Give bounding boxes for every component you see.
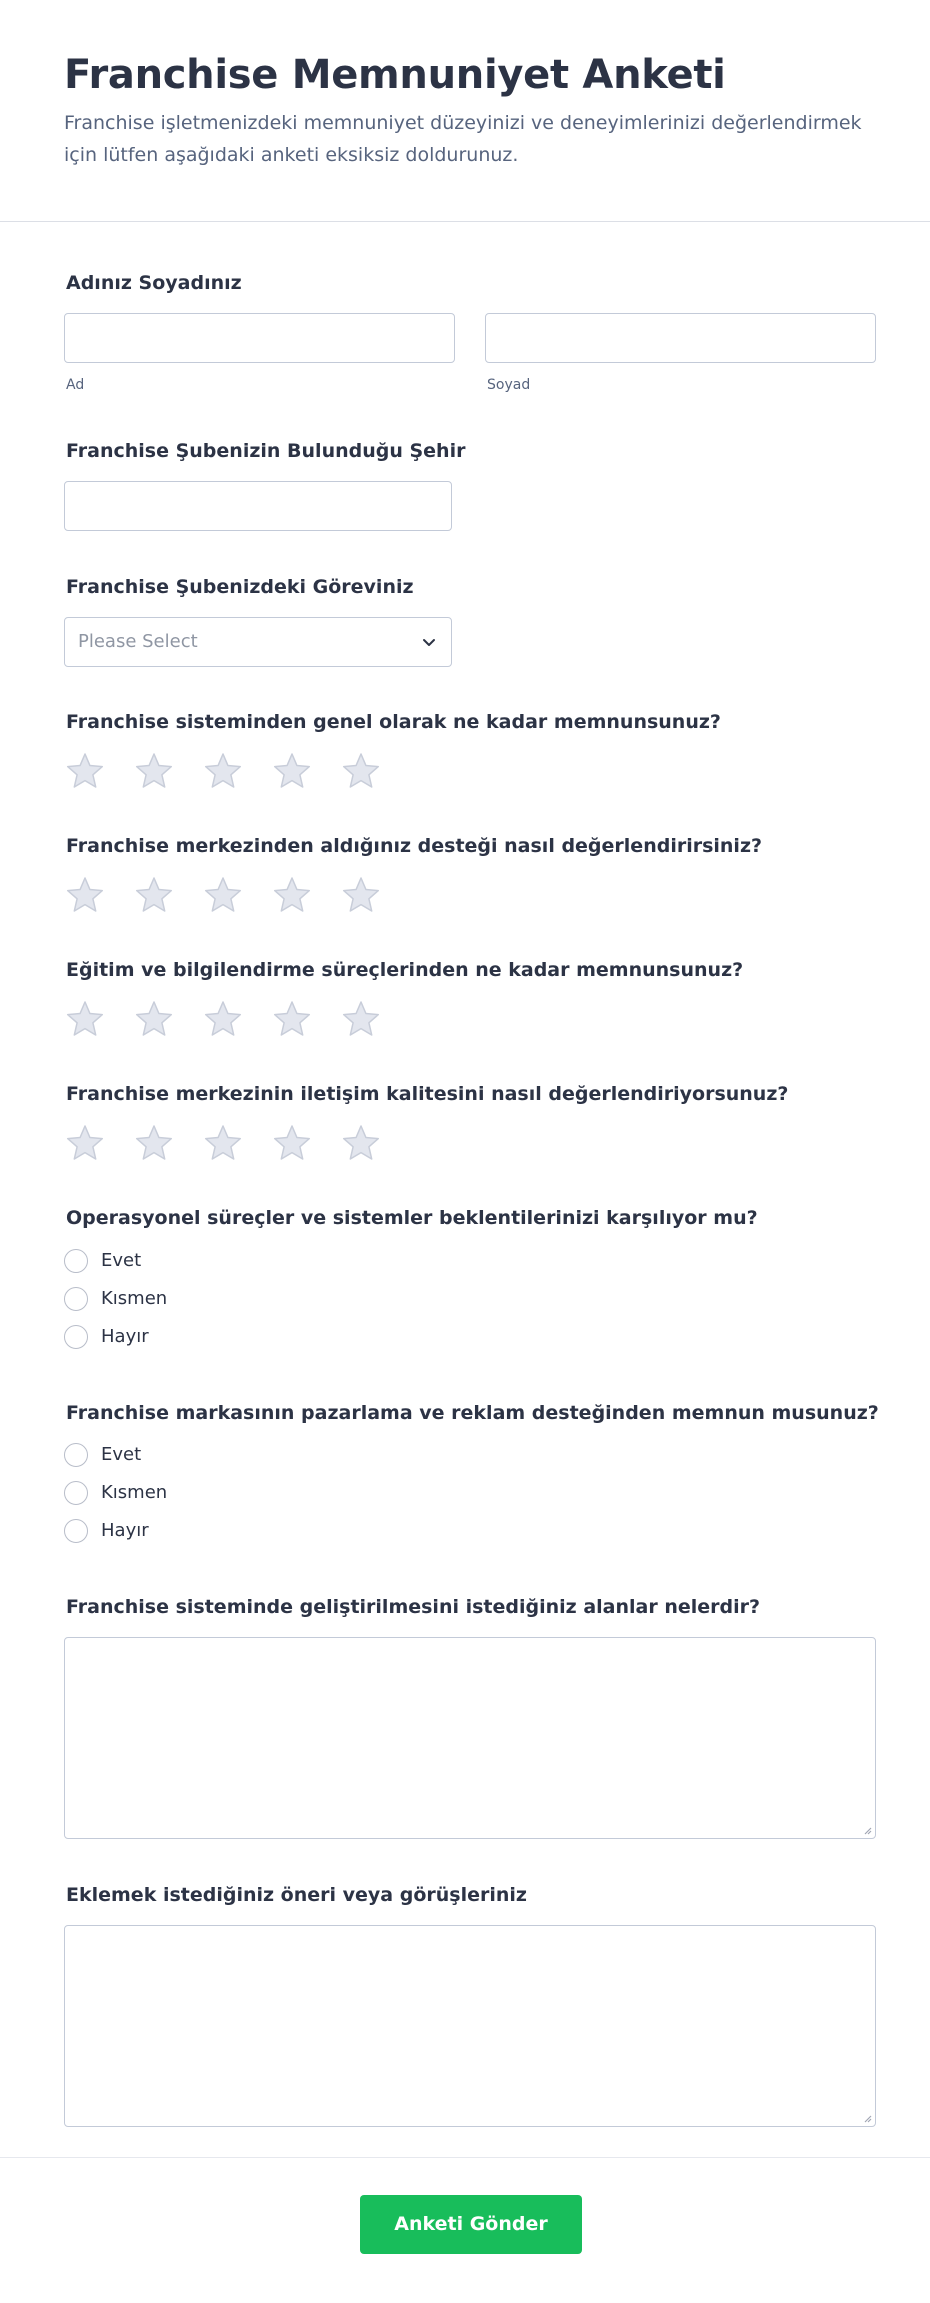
city-label: Franchise Şubenizin Bulunduğu Şehir [66,440,466,462]
form-header [0,0,930,222]
radio-option-label: Hayır [101,1326,149,1347]
radio-option-label: Evet [101,1444,142,1465]
last-name-input[interactable] [485,313,876,363]
form-description: Franchise işletmenizdeki memnuniyet düzeyinizi ve deneyimlerinizi değerlendirmek için lütfen aşağıdaki anketi eksiksiz doldurunuz. [64,112,862,166]
radio-option-label: Hayır [101,1520,149,1541]
full-name-label: Adınız Soyadınız [66,272,242,294]
rating-label-training: Eğitim ve bilgilendirme süreçlerinden ne kadar memnunsunuz? [66,959,744,981]
star-icon[interactable] [202,1123,244,1165]
radio-circle[interactable] [64,1287,88,1311]
submit-button[interactable]: Anketi Gönder [360,2195,582,2254]
radio-circle[interactable] [64,1443,88,1467]
star-icon[interactable] [340,751,382,793]
resize-handle-icon[interactable] [862,2113,872,2123]
radio-circle[interactable] [64,1519,88,1543]
star-icon[interactable] [340,1123,382,1165]
star-icon[interactable] [271,1123,313,1165]
radio-circle[interactable] [64,1481,88,1505]
textarea-label-suggestions: Eklemek istediğiniz öneri veya görüşleriniz [66,1884,527,1906]
improvements-textarea[interactable] [64,1637,876,1839]
star-icon[interactable] [271,751,313,793]
resize-handle-icon[interactable] [862,1825,872,1835]
star-icon[interactable] [202,751,244,793]
textarea-label-improvements: Franchise sisteminde geliştirilmesini istediğiniz alanlar nelerdir? [66,1596,761,1618]
star-icon[interactable] [133,751,175,793]
first-name-input[interactable] [64,313,455,363]
star-icon[interactable] [64,999,106,1041]
first-name-sublabel: Ad [66,377,85,393]
star-icon[interactable] [202,875,244,917]
last-name-sublabel: Soyad [487,377,531,393]
star-icon[interactable] [64,1123,106,1165]
radio-circle[interactable] [64,1249,88,1273]
star-icon[interactable] [202,999,244,1041]
chevron-down-icon [421,634,437,650]
rating-label-support: Franchise merkezinden aldığınız desteği nasıl değerlendirirsiniz? [66,835,763,857]
star-icon[interactable] [133,875,175,917]
radio-label-operations: Operasyonel süreçler ve sistemler beklentilerinizi karşılıyor mu? [66,1207,758,1229]
star-icon[interactable] [340,875,382,917]
radio-option-label: Evet [101,1250,142,1271]
star-icon[interactable] [133,1123,175,1165]
radio-circle[interactable] [64,1325,88,1349]
form-title: Franchise Memnuniyet Anketi [64,52,726,98]
radio-option-label: Kısmen [101,1482,168,1503]
role-select[interactable] [64,617,452,667]
role-select-placeholder: Please Select [78,631,198,652]
city-input[interactable] [64,481,452,531]
star-icon[interactable] [340,999,382,1041]
rating-label-communication: Franchise merkezinin iletişim kalitesini nasıl değerlendiriyorsunuz? [66,1083,789,1105]
radio-label-marketing: Franchise markasının pazarlama ve reklam desteğinden memnun musunuz? [66,1402,879,1424]
rating-label-general: Franchise sisteminden genel olarak ne kadar memnunsunuz? [66,711,721,733]
star-icon[interactable] [133,999,175,1041]
radio-option-label: Kısmen [101,1288,168,1309]
footer-divider [0,2157,930,2158]
star-icon[interactable] [271,999,313,1041]
star-icon[interactable] [64,875,106,917]
role-label: Franchise Şubenizdeki Göreviniz [66,576,414,598]
star-icon[interactable] [64,751,106,793]
star-icon[interactable] [271,875,313,917]
suggestions-textarea[interactable] [64,1925,876,2127]
